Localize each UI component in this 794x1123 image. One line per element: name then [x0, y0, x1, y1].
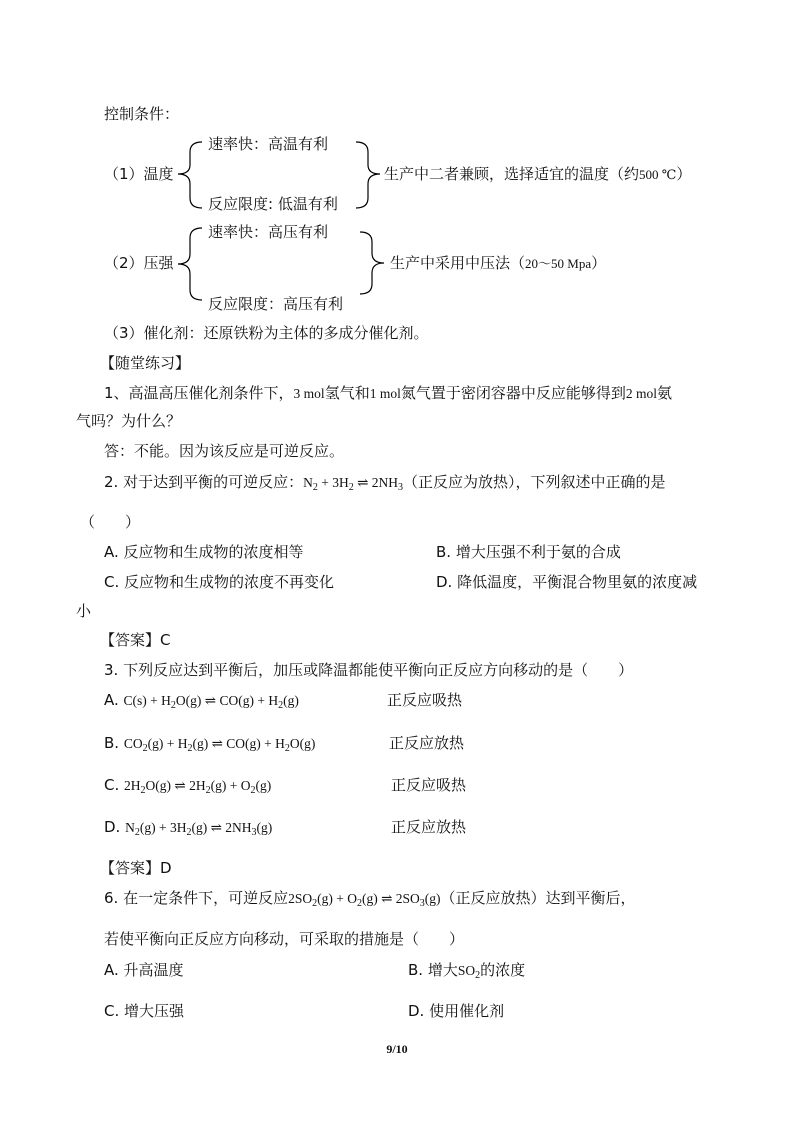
question-6-option-d: D. 使用催化剂: [408, 1002, 505, 1020]
temperature-rate-text: 速率快：高温有利: [208, 135, 329, 153]
question-3-stem: 3. 下列反应达到平衡后，加压或降温都能使平衡向正反应方向移动的是（ ）: [104, 661, 634, 679]
question-6-stem: 6. 在一定条件下，可逆反应$2SO_2(g) + O_2(g)$ ⇌ $2SO_3(g)$（正反应放热）达到平衡后，: [104, 889, 636, 909]
equation-option-d: $N_2(g) + 3H_2(g)$ ⇌ $2NH_3(g)$: [125, 820, 273, 838]
question-6-line-2: 若使平衡向正反应方向移动，可采取的措施是（ ）: [104, 930, 465, 948]
question-3-option-a: A. $C(s) + H_2O(g)$ ⇌ $CO(g) + H_2(g)$: [104, 691, 299, 711]
question-6-option-c: C. 增大压强: [104, 1002, 185, 1020]
question-3-option-d-note: 正反应放热: [391, 818, 467, 836]
question-6-option-a: A. 升高温度: [104, 961, 184, 979]
question-2-option-a: A. 反应物和生成物的浓度相等: [104, 543, 304, 561]
pressure-rate-text: 速率快：高压有利: [208, 223, 329, 241]
page-number: 9/10: [386, 1042, 408, 1056]
equation-option-b: $CO_2(g) + H_2(g)$ ⇌ $CO(g) + H_2O(g)$: [123, 736, 316, 754]
question-3-option-c: C. $2H_2O(g)$ ⇌ $2H_2(g) + O_2(g)$: [104, 776, 272, 796]
right-brace-temperature: [352, 140, 382, 210]
question-1-answer: 答：不能。因为该反应是可逆反应。: [104, 442, 345, 460]
question-3-answer: 【答案】D: [100, 859, 172, 877]
question-1-line-2: 气吗？为什么？: [76, 412, 182, 430]
question-2-option-b: B. 增大压强不利于氨的合成: [436, 543, 621, 561]
equation-so3-synthesis: $2SO_2(g) + O_2(g)$ ⇌ $2SO_3(g)$: [288, 891, 441, 909]
left-brace-pressure: [176, 226, 206, 302]
question-3-option-c-note: 正反应吸热: [391, 776, 467, 794]
right-brace-pressure: [356, 230, 386, 296]
question-1-line-1: 1、高温高压催化剂条件下，3 mol氢气和1 mol氮气置于密闭容器中反应能够得到2 mol氨: [104, 384, 673, 402]
question-2-option-d: D. 降低温度，平衡混合物里氨的浓度减: [436, 573, 698, 591]
question-3-option-b-note: 正反应放热: [389, 734, 465, 752]
equation-option-c: $2H_2O(g)$ ⇌ $2H_2(g) + O_2(g)$: [124, 778, 272, 796]
equation-option-a: $C(s) + H_2O(g)$ ⇌ $CO(g) + H_2(g)$: [123, 693, 299, 711]
temperature-label: （1）温度: [104, 165, 174, 183]
question-2-paren: （ ）: [80, 513, 141, 531]
pressure-limit-text: 反应限度：高压有利: [208, 295, 344, 313]
question-3-option-d: D. $N_2(g) + 3H_2(g)$ ⇌ $2NH_3(g)$: [104, 818, 273, 838]
equation-nh3-synthesis: $N_2 + 3H_2$ ⇌ $2NH_3$: [303, 475, 404, 493]
left-brace-temperature: [176, 140, 206, 210]
question-2-stem: 2. 对于达到平衡的可逆反应：$N_2 + 3H_2$ ⇌ $2NH_3$（正反应为放热），下列叙述中正确的是: [104, 473, 666, 493]
question-3-option-a-note: 正反应吸热: [387, 691, 463, 709]
practice-title: 【随堂练习】: [100, 354, 191, 372]
question-3-option-b: B. $CO_2(g) + H_2(g)$ ⇌ $CO(g) + H_2O(g)$: [104, 734, 316, 754]
catalyst-line: （3）催化剂：还原铁粉为主体的多成分催化剂。: [104, 324, 429, 342]
question-2-option-c: C. 反应物和生成物的浓度不再变化: [104, 573, 335, 591]
pressure-conclusion: 生产中采用中压法（20～50 Mpa）: [390, 254, 607, 272]
temperature-limit-text: 反应限度: 低温有利: [208, 195, 338, 213]
question-2-option-d-cont: 小: [76, 602, 92, 620]
temperature-conclusion: 生产中二者兼顾，选择适宜的温度（约500 ℃）: [384, 165, 692, 183]
pressure-label: （2）压强: [104, 254, 174, 272]
section-heading: 控制条件：: [104, 105, 180, 123]
question-6-option-b: B. 增大$SO_2$的浓度: [408, 961, 526, 981]
question-2-answer: 【答案】C: [100, 631, 171, 649]
